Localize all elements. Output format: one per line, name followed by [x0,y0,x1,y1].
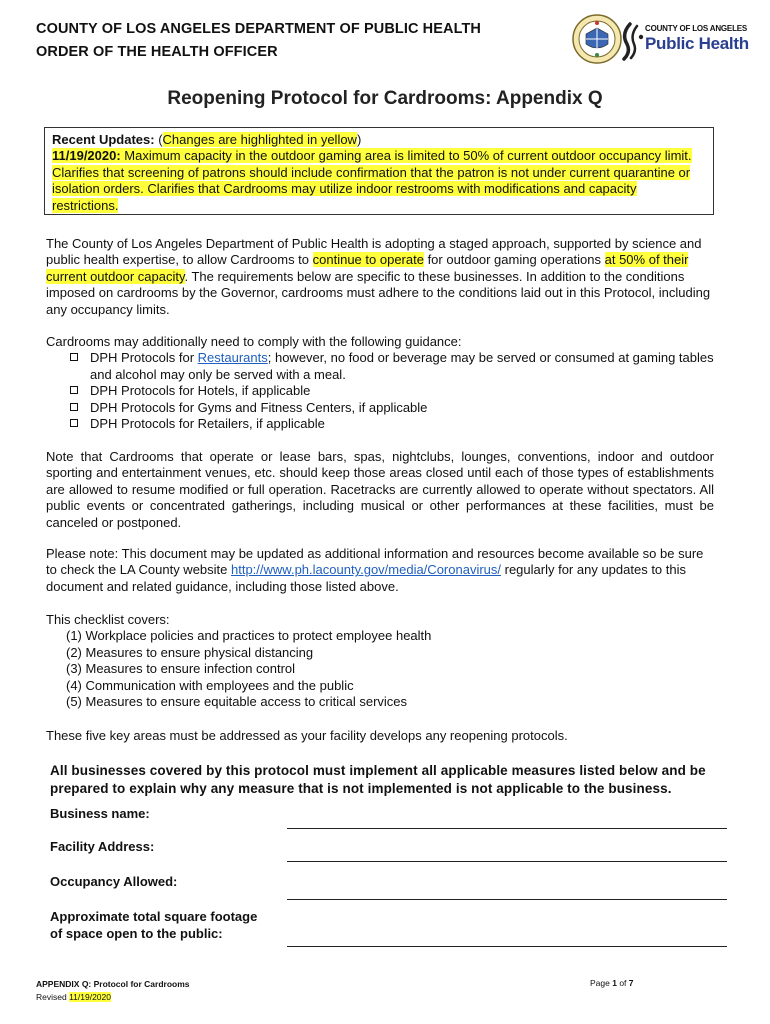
occupancy-field[interactable] [287,899,727,900]
page-current: 1 [612,978,617,988]
guidance-section [46,334,714,432]
header-line-1: COUNTY OF LOS ANGELES DEPARTMENT OF PUBLIC HEALTH [36,21,482,37]
footer [36,978,190,1004]
public-health-logo [620,20,750,62]
document-header [36,18,481,64]
guidance-lead: Cardrooms may additionally need to comply with the following guidance: [46,334,462,349]
updates-label: Recent Updates: [52,132,155,147]
page-total: 7 [628,978,634,988]
la-county-website-link[interactable]: http://www.ph.lacounty.gov/media/Coronavirus/ [231,562,502,578]
occupancy-label: Occupancy Allowed: [50,874,178,889]
updates-text: Maximum capacity in the outdoor gaming area is limited to 50% of current outdoor occupancy limit. Clarifies that screening of patrons should include confirmation that the patron is not under current quarantine or isolation orders. Clarifies that Cardrooms may utilize indoor restrooms with modifications and capacity restrictions. [52,148,692,213]
checklist-lead: This checklist covers: [46,612,170,627]
checkbox-icon [70,353,78,361]
recent-updates-box [44,127,714,215]
square-footage-label-line-1: Approximate total square footage [50,909,258,924]
guidance-item-1-post: ; however, no food or beverage may be served or consumed at gaming tables and alcohol may only be served with a meal. [90,350,714,382]
checkbox-icon [70,403,78,411]
square-footage-field[interactable] [287,946,727,947]
please-note-text-1: Please note: This document may be updated as additional information and resources become available so be sure to check the LA County website [46,546,704,578]
intro-text-1: The County of Los Angeles Department of Public Health is adopting a staged approach, supported by science and public health expertise, to allow Cardrooms to [46,236,702,268]
intro-text-3: . The requirements below are specific to these businesses. In addition to the conditions imposed on cardrooms by the Governor, cardrooms must adhere to the conditions laid out in this Protocol, including any occupancy limits. [46,268,711,317]
guidance-item-restaurants [46,350,714,383]
intro-highlight-1: continue to operate [312,252,424,268]
updates-note-open: ( [158,132,163,147]
updates-date: 11/19/2020: [52,148,121,164]
county-seal-icon [572,14,622,64]
intro-paragraph [46,236,714,318]
guidance-item-retailers [46,416,714,432]
updates-note: Changes are highlighted in yellow [162,132,357,147]
square-footage-label-line-2: of space open to the public: [50,925,223,941]
footer-revised-date: 11/19/2020 [69,992,111,1002]
please-note-text-2: regularly for any updates to this document and related guidance, including those listed above. [46,562,687,594]
guidance-item-hotels [46,383,714,399]
guidance-item-3-text: DPH Protocols for Gyms and Fitness Centers, if applicable [90,399,428,415]
checklist-item: (1) Workplace policies and practices to protect employee health [66,628,432,644]
page-of: of [616,978,629,988]
page-number [590,978,634,988]
footer-title: APPENDIX Q: Protocol for Cardrooms [36,979,190,989]
guidance-item-2-text: DPH Protocols for Hotels, if applicable [90,383,311,399]
business-name-label: Business name: [50,806,150,821]
checkbox-icon [70,386,78,394]
page-title: Reopening Protocol for Cardrooms: Appendix Q [167,88,603,109]
facility-address-label: Facility Address: [50,839,155,854]
logo-small-text: COUNTY OF LOS ANGELES [645,24,748,33]
intro-highlight-2: at 50% of their current outdoor capacity [46,252,689,284]
note-paragraph: Note that Cardrooms that operate or lease bars, spas, nightclubs, lounges, conventions, indoor and outdoor sporting and entertainment venues, etc. should keep those areas closed until each of those types of establishments are allowed to resume modified or full operation. Racetracks are currently allowed to operate without spectators. All public events or concentrated gatherings, including musical or other performances at these facilities, must be canceled or postponed. [46,449,714,530]
intro-text-2: for outdoor gaming operations [423,252,605,268]
footer-revised-label: Revised [36,992,70,1002]
guidance-item-1-pre: DPH Protocols for [90,350,198,366]
restaurants-link[interactable]: Restaurants [197,350,268,366]
checklist-item: (4) Communication with employees and the public [66,677,354,693]
facility-address-field[interactable] [287,861,727,862]
key-areas-paragraph: These five key areas must be addressed as your facility develops any reopening protocols. [46,728,568,743]
page-label: Page [590,978,613,988]
business-name-field[interactable] [287,828,727,829]
updates-note-close: ) [356,132,362,147]
header-line-2: ORDER OF THE HEALTH OFFICER [36,44,278,60]
checklist-item: (2) Measures to ensure physical distancing [66,644,314,660]
square-footage-label [50,909,257,942]
guidance-item-gyms [46,400,714,416]
checklist-item: (5) Measures to ensure equitable access to critical services [66,694,408,710]
please-note-paragraph [46,546,714,595]
checkbox-icon [70,419,78,427]
logo-big-text: Public Health [645,34,749,53]
guidance-item-4-text: DPH Protocols for Retailers, if applicable [90,416,325,432]
checklist-item: (3) Measures to ensure infection control [66,661,296,677]
compliance-notice: All businesses covered by this protocol must implement all applicable measures listed below and be prepared to explain why any measure that is not implemented is not applicable to the business. [50,763,706,796]
checklist-section [46,612,714,710]
